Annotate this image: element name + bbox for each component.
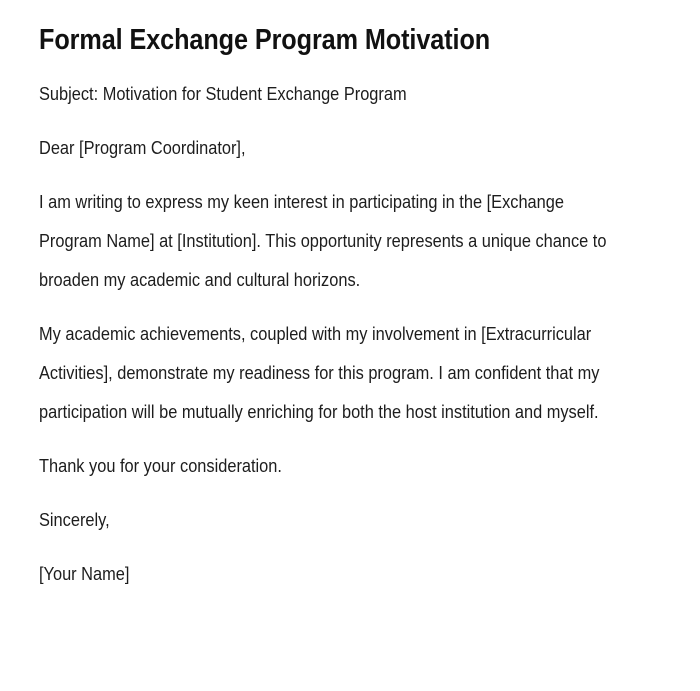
closing-thanks: Thank you for your consideration.	[39, 456, 282, 476]
page-title: Formal Exchange Program Motivation	[39, 24, 491, 56]
document-body	[39, 0, 631, 594]
body-paragraph-1: I am writing to express my keen interest in participating in the [Exchange Program Name] at [Institution]. This opportunity represents a unique chance to broaden my academic and cultural horizons.	[39, 192, 607, 290]
signature-placeholder: [Your Name]	[39, 564, 130, 584]
subject-line: Subject: Motivation for Student Exchange Program	[39, 84, 407, 104]
salutation: Dear [Program Coordinator],	[39, 138, 246, 158]
closing-signoff: Sincerely,	[39, 510, 110, 530]
body-paragraph-2: My academic achievements, coupled with my involvement in [Extracurricular Activities], demonstrate my readiness for this program. I am confident that my participation will be mutually enriching for both the host institution and myself.	[39, 324, 600, 422]
